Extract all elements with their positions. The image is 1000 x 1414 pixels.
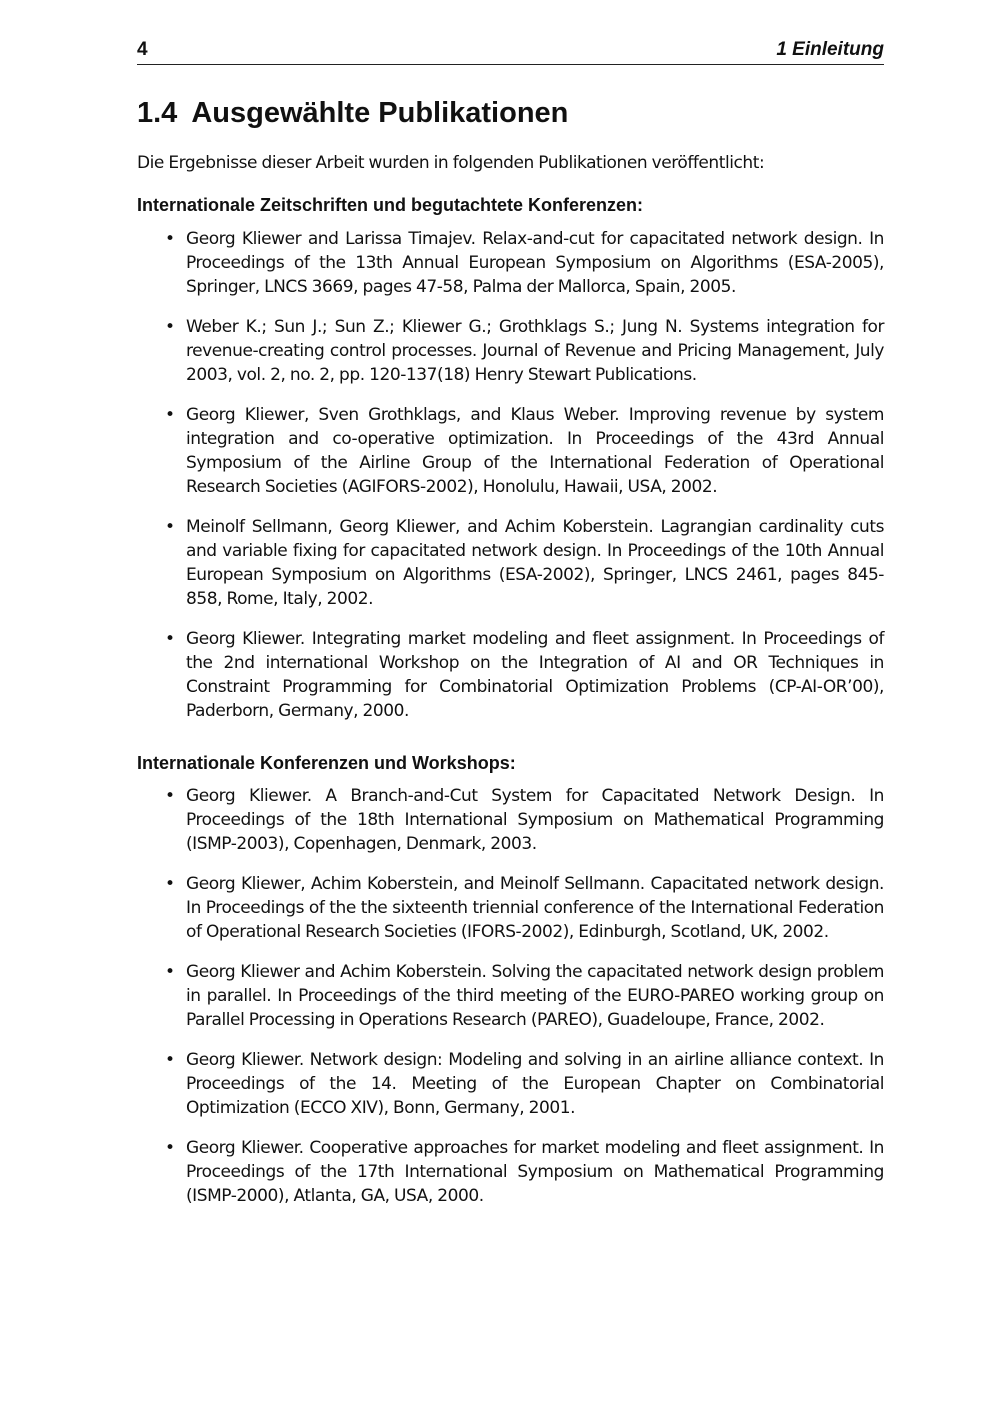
publication-text: Georg Kliewer. Integrating market modeling and fleet assignment. In Proceedings of the 2nd international Workshop on the Integration of AI and OR Techniques in Constraint Programming for Combinatorial Optimization Problems (CP-AI-OR’00), Paderborn, Germany, 2000. <box>186 629 884 721</box>
publication-text: Georg Kliewer and Achim Koberstein. Solving the capacitated network design problem in parallel. In Proceedings of the third meeting of the EURO-PAREO working group on Parallel Processing in Operations Research (PAREO), Guadeloupe, France, 2002. <box>186 962 884 1030</box>
journals-heading: Internationale Zeitschriften und begutachtete Konferenzen: <box>137 195 644 215</box>
bullet-icon: • <box>165 517 175 537</box>
publication-text: Georg Kliewer and Larissa Timajev. Relax-and-cut for capacitated network design. In Proceedings of the 13th Annual European Symposium on Algorithms (ESA-2005), Springer, LNCS 3669, pages 47-58, Palma der Mallorca, Spain, 2005. <box>186 229 884 297</box>
bullet-icon: • <box>165 405 175 425</box>
publication-item <box>137 403 884 499</box>
section-title: Ausgewählte Publikationen <box>191 97 569 129</box>
publication-item <box>137 227 884 299</box>
journals-list <box>137 227 884 723</box>
bullet-icon: • <box>165 874 175 894</box>
publication-text: Georg Kliewer. Network design: Modeling and solving in an airline alliance context. In Proceedings of the 14. Meeting of the European Chapter on Combinatorial Optimization (ECCO XIV), Bonn, Germany, 2001. <box>186 1050 884 1118</box>
chapter-title: 1 Einleitung <box>776 39 884 60</box>
section-heading <box>137 95 884 131</box>
publication-text: Georg Kliewer. Cooperative approaches for market modeling and fleet assignment. In Proceedings of the 17th International Symposium on Mathematical Programming (ISMP-2000), Atlanta, GA, USA, 2000. <box>186 1138 884 1206</box>
publication-item <box>137 627 884 723</box>
publication-text: Meinolf Sellmann, Georg Kliewer, and Achim Koberstein. Lagrangian cardinality cuts and variable fixing for capacitated network design. In Proceedings of the 10th Annual European Symposium on Algorithms (ESA-2002), Springer, LNCS 2461, pages 845-858, Rome, Italy, 2002. <box>186 517 884 609</box>
publication-item <box>137 515 884 611</box>
bullet-icon: • <box>165 962 175 982</box>
publication-item <box>137 872 884 944</box>
document-page <box>137 38 884 1224</box>
bullet-icon: • <box>165 1050 175 1070</box>
publication-text: Georg Kliewer, Sven Grothklags, and Klaus Weber. Improving revenue by system integration and co-operative optimization. In Proceedings of the 43rd Annual Symposium of the Airline Group of the International Federation of Operational Research Societies (AGIFORS-2002), Honolulu, Hawaii, USA, 2002. <box>186 405 884 497</box>
conferences-list <box>137 784 884 1208</box>
publication-text: Georg Kliewer, Achim Koberstein, and Meinolf Sellmann. Capacitated network design. In Proceedings of the the sixteenth triennial conference of the International Federation of Operational Research Societies (IFORS-2002), Edinburgh, Scotland, UK, 2002. <box>186 874 884 942</box>
page-number: 4 <box>137 39 148 60</box>
bullet-icon: • <box>165 229 175 249</box>
publication-item <box>137 1136 884 1208</box>
section-number: 1.4 <box>137 97 178 129</box>
publication-item <box>137 784 884 856</box>
bullet-icon: • <box>165 1138 175 1158</box>
bullet-icon: • <box>165 629 175 649</box>
bullet-icon: • <box>165 317 175 337</box>
publication-text: Weber K.; Sun J.; Sun Z.; Kliewer G.; Grothklags S.; Jung N. Systems integration for revenue-creating control processes. Journal of Revenue and Pricing Management, July 2003, vol. 2, no. 2, pp. 120-137(18) Henry Stewart Publications. <box>186 317 884 385</box>
bullet-icon: • <box>165 786 175 806</box>
publication-text: Georg Kliewer. A Branch-and-Cut System for Capacitated Network Design. In Proceedings of the 18th International Symposium on Mathematical Programming (ISMP-2003), Copenhagen, Denmark, 2003. <box>186 786 884 854</box>
publication-item <box>137 1048 884 1120</box>
running-header <box>137 38 884 65</box>
publication-item <box>137 960 884 1032</box>
publication-item <box>137 315 884 387</box>
intro-paragraph: Die Ergebnisse dieser Arbeit wurden in folgenden Publikationen veröffentlicht: <box>137 153 765 173</box>
conferences-heading: Internationale Konferenzen und Workshops: <box>137 753 516 773</box>
